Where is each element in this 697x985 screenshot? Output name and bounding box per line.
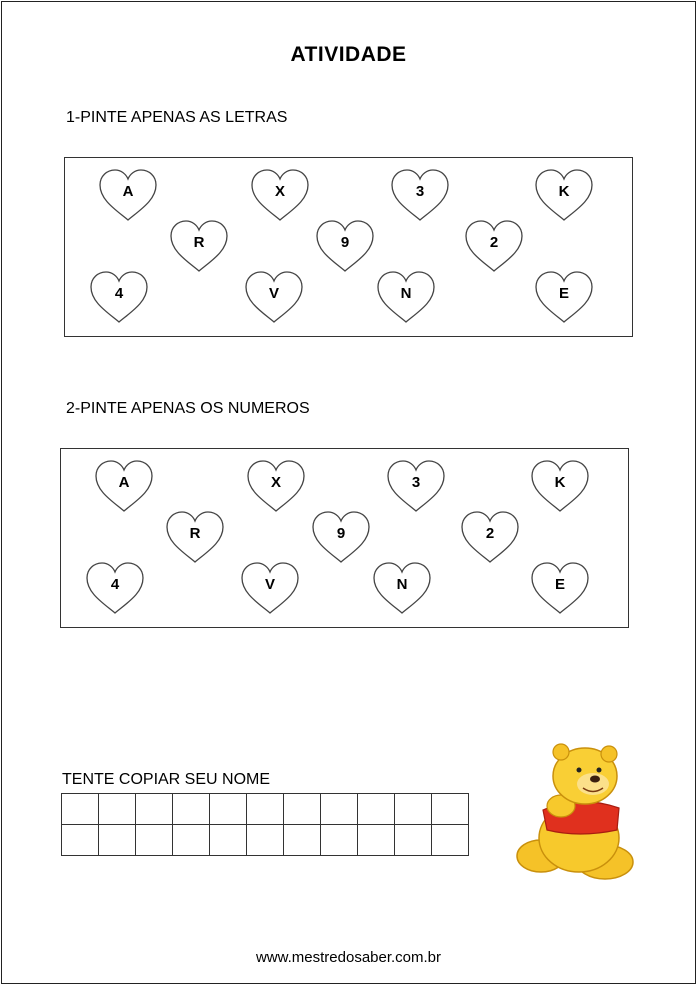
- heart-label: R: [189, 525, 201, 542]
- heart-label: 4: [114, 285, 124, 302]
- heart-label: V: [268, 285, 279, 302]
- name-grid-cell: [99, 825, 136, 856]
- name-grid-cell: [358, 825, 395, 856]
- heart-item: [163, 510, 227, 566]
- heart-item: [167, 219, 231, 275]
- name-grid-cell: [284, 794, 321, 825]
- heart-label: E: [558, 285, 569, 302]
- heart-label: 3: [411, 474, 421, 491]
- heart-label: V: [264, 576, 275, 593]
- heart-item: [458, 510, 522, 566]
- heart-item: [528, 561, 592, 617]
- name-grid-cell: [247, 794, 284, 825]
- name-grid-cell: [395, 825, 432, 856]
- name-grid-cell: [173, 794, 210, 825]
- name-grid-cell: [432, 794, 469, 825]
- heart-item: [313, 219, 377, 275]
- heart-item: [83, 561, 147, 617]
- heart-item: [87, 270, 151, 326]
- heart-label: 2: [489, 234, 499, 251]
- name-grid-cell: [321, 794, 358, 825]
- heart-label: 4: [110, 576, 120, 593]
- name-grid-cell: [358, 794, 395, 825]
- heart-label: 9: [340, 234, 350, 251]
- name-grid-cell: [62, 794, 99, 825]
- heart-label: 2: [485, 525, 495, 542]
- heart-item: [92, 459, 156, 515]
- name-grid-cell: [284, 825, 321, 856]
- heart-item: [384, 459, 448, 515]
- footer-url: www.mestredosaber.com.br: [255, 949, 442, 966]
- heart-item: [462, 219, 526, 275]
- heart-label: K: [558, 183, 570, 200]
- name-grid-cell: [62, 825, 99, 856]
- heart-label: X: [274, 183, 285, 200]
- heart-item: [532, 168, 596, 224]
- name-grid-cell: [173, 825, 210, 856]
- name-grid-cell: [321, 825, 358, 856]
- page-title: ATIVIDADE: [290, 43, 407, 66]
- activity-1-heading: 1-PINTE APENAS AS LETRAS: [66, 109, 288, 126]
- heart-item: [96, 168, 160, 224]
- heart-label: K: [554, 474, 566, 491]
- name-grid-cell: [432, 825, 469, 856]
- name-grid-cell: [99, 794, 136, 825]
- bear-character-icon: [513, 738, 643, 888]
- heart-label: E: [554, 576, 565, 593]
- heart-item: [532, 270, 596, 326]
- name-grid-cell: [136, 794, 173, 825]
- name-label: TENTE COPIAR SEU NOME: [62, 771, 271, 788]
- heart-label: N: [396, 576, 408, 593]
- activity-2-heading: 2-PINTE APENAS OS NUMEROS: [66, 400, 310, 417]
- heart-item: [388, 168, 452, 224]
- heart-label: 3: [415, 183, 425, 200]
- heart-label: A: [118, 474, 130, 491]
- name-grid-cell: [210, 825, 247, 856]
- heart-item: [248, 168, 312, 224]
- heart-item: [242, 270, 306, 326]
- name-grid: [61, 793, 469, 856]
- heart-item: [244, 459, 308, 515]
- heart-label: 9: [336, 525, 346, 542]
- name-grid-cell: [247, 825, 284, 856]
- heart-item: [374, 270, 438, 326]
- heart-label: N: [400, 285, 412, 302]
- heart-item: [528, 459, 592, 515]
- heart-item: [370, 561, 434, 617]
- heart-item: [309, 510, 373, 566]
- heart-label: A: [122, 183, 134, 200]
- heart-item: [238, 561, 302, 617]
- heart-label: X: [270, 474, 281, 491]
- name-grid-cell: [395, 794, 432, 825]
- name-grid-cell: [136, 825, 173, 856]
- name-grid-cell: [210, 794, 247, 825]
- heart-label: R: [193, 234, 205, 251]
